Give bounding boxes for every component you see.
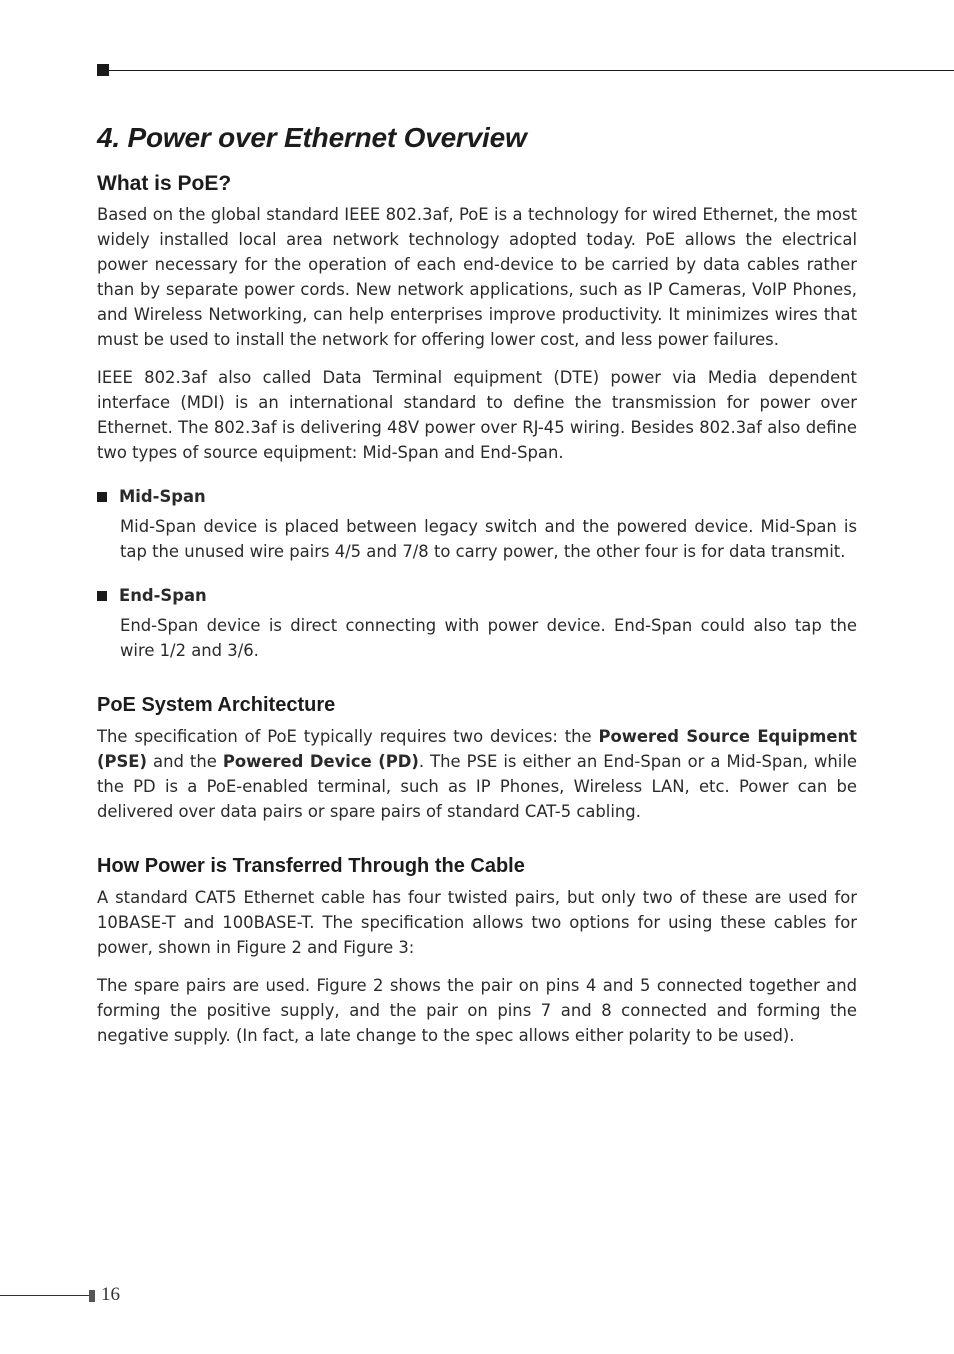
paragraph-cable-2: The spare pairs are used. Figure 2 shows the pair on pins 4 and 5 connected together and forming the positive supply, and the pair on pins 7 and 8 connected and forming the negative supply. (In fact, a late change to the spec allows either polarity to be used). [97,976,857,1045]
bullet-label: Mid-Span [119,487,206,506]
bullet-text-mid-span: Mid-Span device is placed between legacy switch and the powered device. Mid-Span is tap the unused wire pairs 4/5 and 7/8 to carry power, the other four is for data transmit. [120,517,857,561]
paragraph-cable-1: A standard CAT5 Ethernet cable has four twisted pairs, but only two of these are used for 10BASE-T and 100BASE-T. The specification allows two options for using these cables for power, shown in Figure 2 and Figure 3: [97,888,857,957]
bullet-mid-span [97,484,857,509]
page-number: 16 [101,1284,120,1305]
text-run: . The PSE is either an End-Span or a Mid-Span, while the PD is a PoE-enabled terminal, such as IP Phones, Wireless LAN, etc. Power can be delivered over data pairs or spare pairs of standard CAT-5 cabling. [97,752,857,821]
header-rule [97,64,954,78]
header-line [109,70,954,71]
section-heading-architecture: PoE System Architecture [97,694,336,716]
section-heading-what-is-poe: What is PoE? [97,172,232,195]
section-heading-cable: How Power is Transferred Through the Cable [97,855,525,877]
bold-term-pd: Powered Device (PD) [222,752,419,771]
footer-bar-mark [89,1290,95,1302]
bullet-end-span [97,583,857,608]
page-title: 4. Power over Ethernet Overview [97,122,527,153]
footer-line [0,1295,90,1296]
paragraph-architecture [97,724,857,824]
page-footer [0,1284,200,1308]
bold-term-pse: Powered Source Equipment (PSE) [97,727,857,771]
bullet-square-icon [97,492,107,502]
text-run: and the [147,752,223,771]
bullet-label: End-Span [119,586,207,605]
header-square-mark [97,64,109,76]
bullet-square-icon [97,591,107,601]
text-run: The specification of PoE typically requires two devices: the [97,727,599,746]
paragraph-what-is-poe-1: Based on the global standard IEEE 802.3af, PoE is a technology for wired Ethernet, the most widely installed local area network technology adopted today. PoE allows the electrical power necessary for the operation of each end-device to be carried by data cables rather than by separate power cords. New network applications, such as IP Cameras, VoIP Phones, and Wireless Networking, can help enterprises improve productivity. It minimizes wires that must be used to install the network for offering lower cost, and less power failures. [97,205,857,349]
page-content [97,122,857,1061]
paragraph-what-is-poe-2: IEEE 802.3af also called Data Terminal equipment (DTE) power via Media dependent interface (MDI) is an international standard to define the transmission for power over Ethernet. The 802.3af is delivering 48V power over RJ-45 wiring. Besides 802.3af also define two types of source equipment: Mid-Span and End-Span. [97,368,857,462]
bullet-text-end-span: End-Span device is direct connecting with power device. End-Span could also tap the wire 1/2 and 3/6. [120,616,857,660]
